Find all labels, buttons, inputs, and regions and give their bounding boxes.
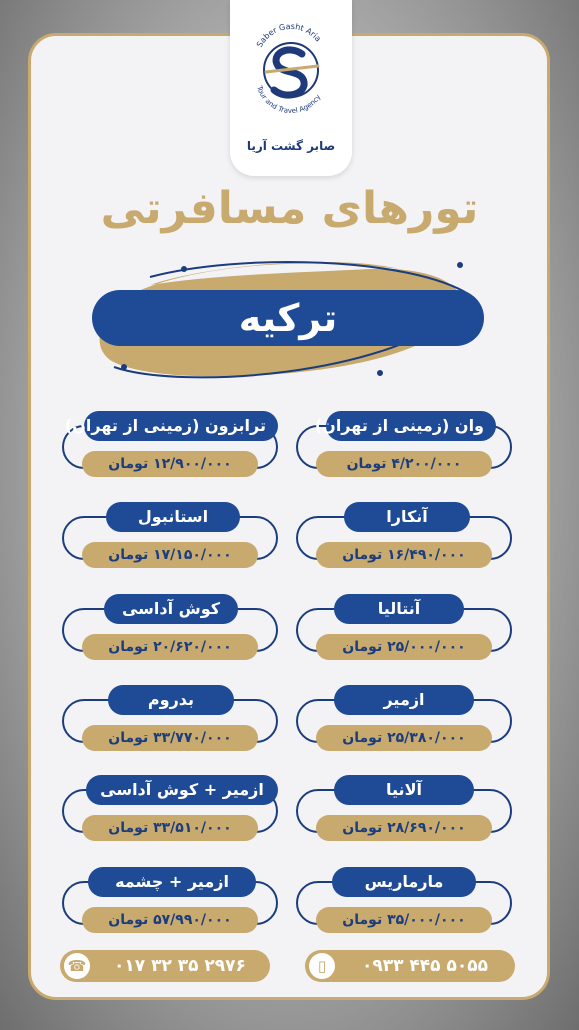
tour-price: ۳۳/۷۷۰/۰۰۰ تومان	[82, 725, 258, 751]
tour-card-alanya[interactable]	[296, 775, 512, 851]
tour-card-izmir-kusadasi[interactable]	[62, 775, 278, 851]
tour-price: ۳۳/۵۱۰/۰۰۰ تومان	[82, 815, 258, 841]
tour-price: ۱۲/۹۰۰/۰۰۰ تومان	[82, 451, 258, 477]
tour-name: ازمیر + کوش آداسی	[86, 775, 278, 805]
logo-text-top: Saber Gasht Aria	[254, 21, 323, 49]
landline-number: ۰۱۷ ۳۲ ۳۵ ۲۹۷۶	[114, 956, 246, 976]
tour-card-kusadasi[interactable]	[62, 594, 278, 670]
page-title: تورهای مسافرتی	[100, 183, 479, 234]
tour-card-izmir[interactable]	[296, 685, 512, 761]
tour-card-istanbul[interactable]	[62, 502, 278, 578]
landline-contact[interactable]	[60, 950, 270, 982]
tour-price: ۳۵/۰۰۰/۰۰۰ تومان	[316, 907, 492, 933]
tour-price: ۲۵/۰۰۰/۰۰۰ تومان	[316, 634, 492, 660]
tour-card-izmir-cesme[interactable]	[62, 867, 278, 943]
tour-card-ankara[interactable]	[296, 502, 512, 578]
svg-text:Saber Gasht Aria	[255, 22, 323, 49]
tour-name: ازمیر + چشمه	[88, 867, 256, 897]
tour-name: مارماریس	[332, 867, 476, 897]
tour-name: بدروم	[108, 685, 234, 715]
country-title: ترکیه	[238, 296, 338, 340]
brand-name: صابر گشت آریا	[246, 139, 336, 153]
tour-price: ۱۶/۴۹۰/۰۰۰ تومان	[316, 542, 492, 568]
tour-name: آنکارا	[344, 502, 470, 532]
tour-name: آنتالیا	[334, 594, 464, 624]
tour-name: ازمیر	[334, 685, 474, 715]
tour-card-antalya[interactable]	[296, 594, 512, 670]
tour-price: ۲۰/۶۲۰/۰۰۰ تومان	[82, 634, 258, 660]
telephone-icon: ☎	[64, 953, 90, 979]
mobile-phone-icon: ▯	[309, 953, 335, 979]
tour-price: ۲۸/۶۹۰/۰۰۰ تومان	[316, 815, 492, 841]
tour-name: کوش آداسی	[104, 594, 238, 624]
tour-price: ۵۷/۹۹۰/۰۰۰ تومان	[82, 907, 258, 933]
tour-name: ترابزون (زمینی از تهران)	[84, 411, 278, 441]
company-logo	[244, 10, 338, 136]
tour-name: استانبول	[106, 502, 240, 532]
mobile-number: ۰۹۳۳ ۴۴۵ ۵۰۵۵	[362, 956, 488, 976]
tour-price: ۱۷/۱۵۰/۰۰۰ تومان	[82, 542, 258, 568]
tour-card-marmaris[interactable]	[296, 867, 512, 943]
tour-card-van[interactable]	[296, 411, 512, 487]
tour-name: آلانیا	[334, 775, 474, 805]
logo-tab	[230, 0, 352, 176]
svg-text:Tour and Travel Agency	[255, 84, 323, 115]
tour-card-bodrum[interactable]	[62, 685, 278, 761]
logo-text-bottom: Tour and Travel Agency	[255, 84, 323, 116]
mobile-contact[interactable]	[305, 950, 515, 982]
tour-price: ۲۵/۳۸۰/۰۰۰ تومان	[316, 725, 492, 751]
tour-name: وان (زمینی از تهران)	[326, 411, 496, 441]
tour-card-trabzon[interactable]	[62, 411, 278, 487]
tour-price: ۴/۲۰۰/۰۰۰ تومان	[316, 451, 492, 477]
